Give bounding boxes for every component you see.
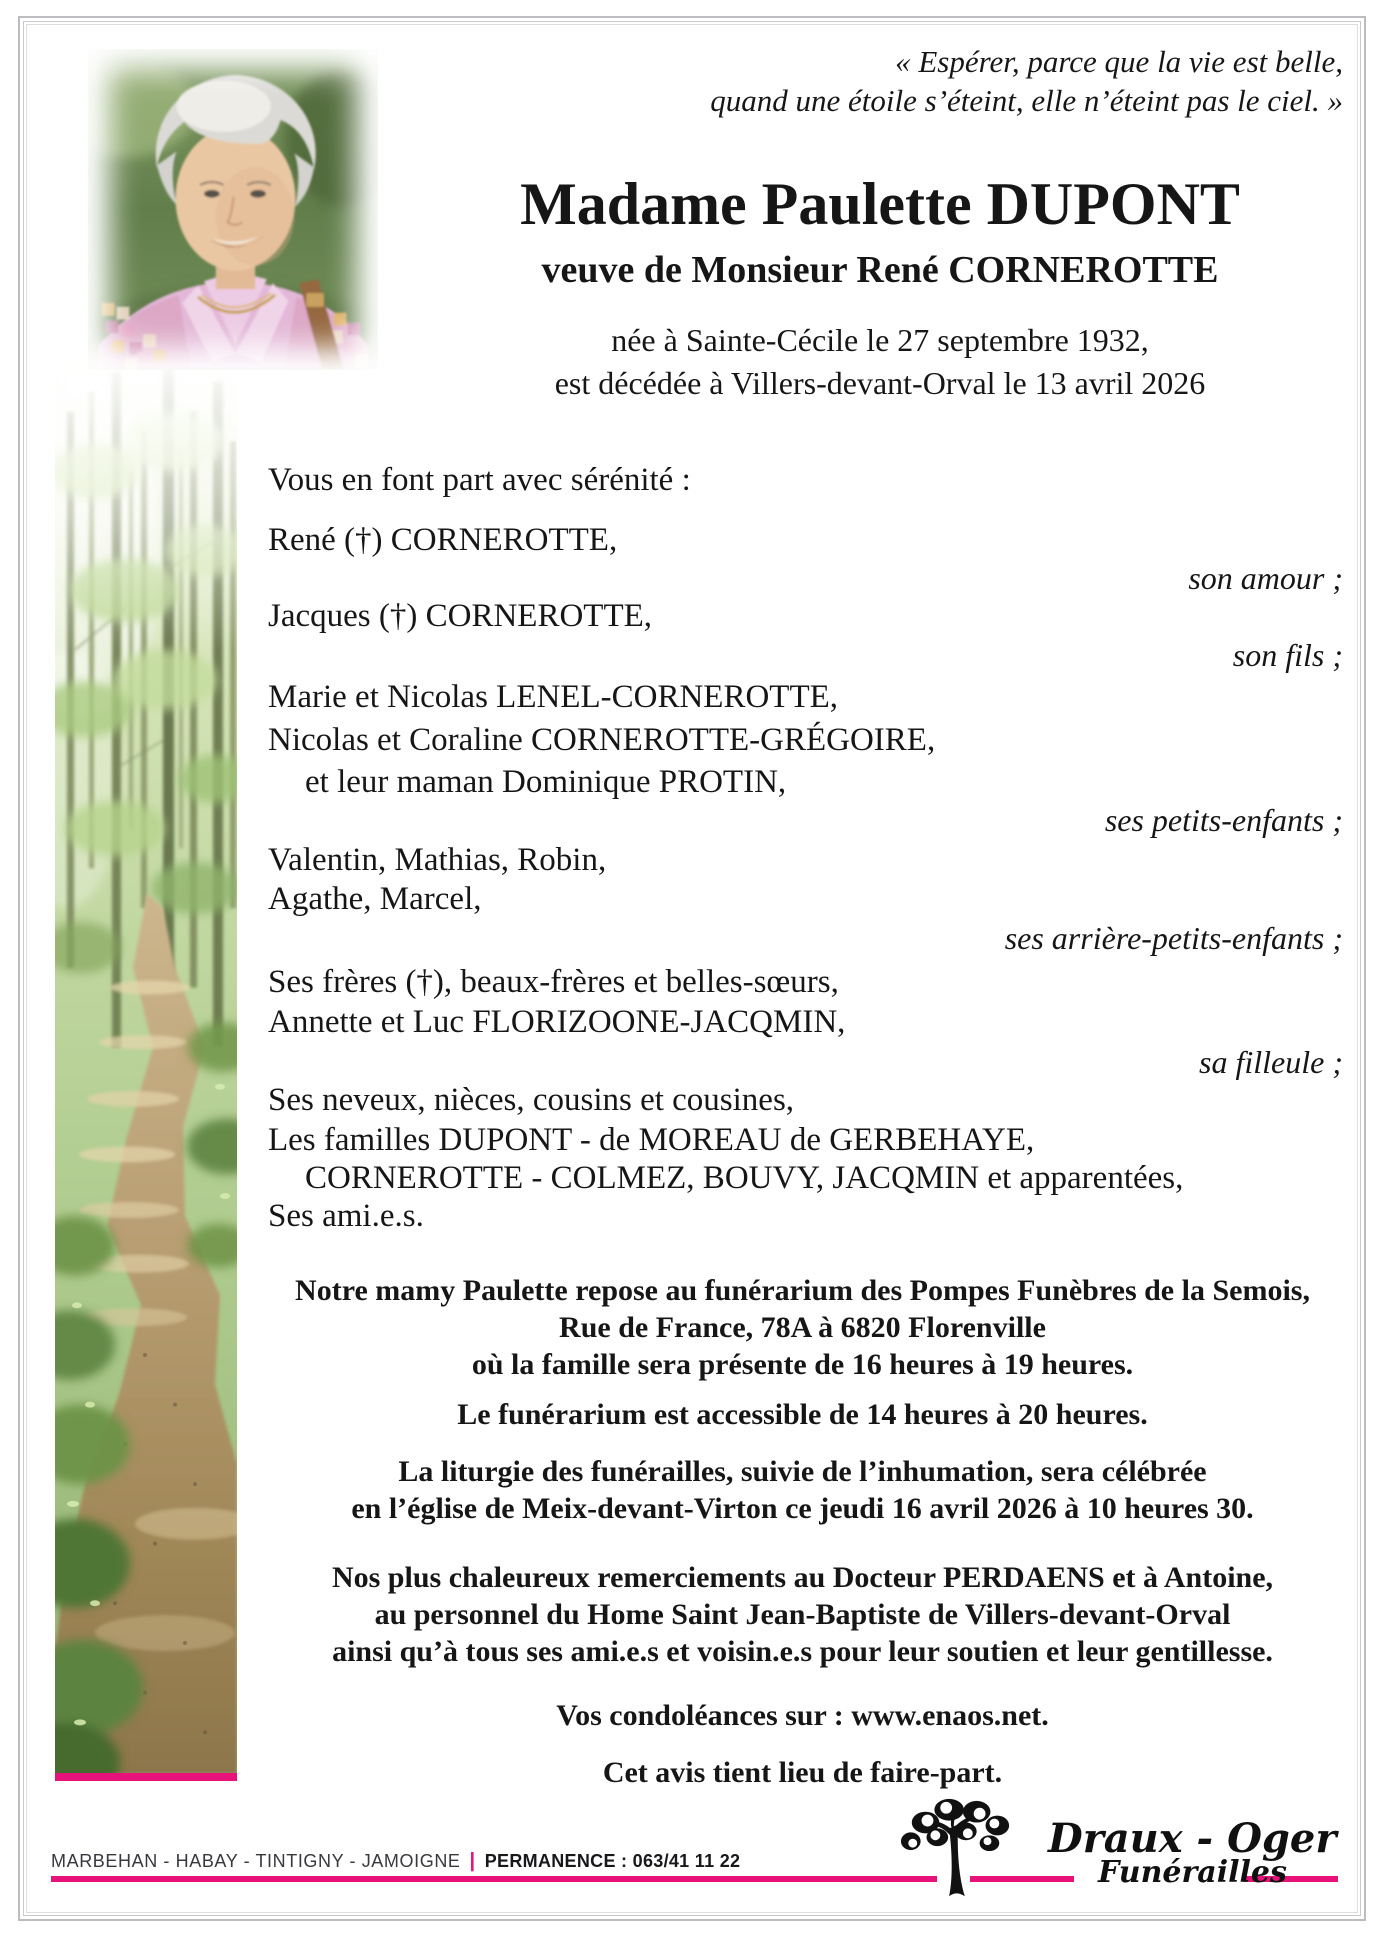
liturgy-line-1: La liturgie des funérailles, suivie de l’inhumation, sera célébrée <box>398 1455 1207 1488</box>
page-title: Madame Paulette DUPONT <box>520 171 1240 237</box>
family-line: et leur maman Dominique PROTIN, <box>305 764 787 800</box>
family-line: Ses frères (†), beaux-frères et belles-sœurs, <box>268 964 839 1000</box>
access-notice: Le funérarium est accessible de 14 heures à 20 heures. <box>457 1398 1148 1431</box>
family-line: Annette et Luc FLORIZOONE-JACQMIN, <box>268 1004 846 1040</box>
wake-line-3: où la famille sera présente de 16 heures à 19 heures. <box>471 1348 1134 1381</box>
footer-locations: MARBEHAN - HABAY - TINTIGNY - JAMOIGNE <box>51 1851 461 1871</box>
condolences-line: Vos condoléances sur : www.enaos.net. <box>556 1699 1049 1732</box>
footer-permanence: PERMANENCE : 063/41 11 22 <box>484 1851 741 1871</box>
family-line: Ses neveux, nièces, cousins et cousines, <box>268 1082 795 1118</box>
family-line: Les familles DUPONT - de MOREAU de GERBEHAYE, <box>268 1122 1035 1158</box>
relationship-label: son fils ; <box>1232 637 1343 673</box>
relationship-label: ses arrière-petits-enfants ; <box>1004 920 1343 956</box>
wake-line-1: Notre mamy Paulette repose au funérarium des Pompes Funèbres de la Semois, <box>295 1274 1310 1307</box>
birth-line: née à Sainte-Cécile le 27 septembre 1932, <box>611 322 1149 358</box>
thanks-line-3: ainsi qu’à tous ses ami.e.s et voisin.e.s pour leur soutien et leur gentillesse. <box>332 1635 1273 1668</box>
family-line: Nicolas et Coraline CORNEROTTE-GRÉGOIRE, <box>268 722 936 758</box>
liturgy-line-2: en l’église de Meix-devant-Virton ce jeudi 16 avril 2026 à 10 heures 30. <box>351 1492 1254 1525</box>
relationship-label: son amour ; <box>1188 560 1343 596</box>
funeral-home-subtitle: Funérailles <box>1098 1855 1287 1890</box>
family-line: Jacques (†) CORNEROTTE, <box>268 598 653 634</box>
relationship-label: sa filleule ; <box>1199 1044 1343 1080</box>
family-line: Agathe, Marcel, <box>268 881 482 917</box>
wake-line-2: Rue de France, 78A à 6820 Florenville <box>559 1311 1046 1344</box>
footer-separator: | <box>469 1850 476 1872</box>
quote-line-2: quand une étoile s’éteint, elle n’éteint pas le ciel. » <box>710 83 1343 118</box>
legal-notice: Cet avis tient lieu de faire-part. <box>602 1756 1003 1789</box>
family-line: Valentin, Mathias, Robin, <box>268 842 607 878</box>
relation-line: veuve de Monsieur René CORNEROTTE <box>541 249 1219 291</box>
death-line: est décédée à Villers-devant-Orval le 13 avril 2026 <box>554 365 1206 401</box>
thanks-line-2: au personnel du Home Saint Jean-Baptiste de Villers-devant-Orval <box>374 1598 1231 1631</box>
family-line: René (†) CORNEROTTE, <box>268 522 618 558</box>
family-line: Ses ami.e.s. <box>268 1198 424 1234</box>
quote-line-1: « Espérer, parce que la vie est belle, <box>895 44 1343 79</box>
funeral-home-name: Draux - Oger <box>1048 1815 1337 1862</box>
thanks-line-1: Nos plus chaleureux remerciements au Docteur PERDAENS et à Antoine, <box>331 1561 1274 1594</box>
announcement-intro: Vous en font part avec sérénité : <box>268 462 691 498</box>
relationship-label: ses petits-enfants ; <box>1104 802 1343 838</box>
family-line: CORNEROTTE - COLMEZ, BOUVY, JACQMIN et apparentées, <box>305 1160 1184 1196</box>
family-line: Marie et Nicolas LENEL-CORNEROTTE, <box>268 679 839 715</box>
page-border-frame <box>18 16 1366 1921</box>
